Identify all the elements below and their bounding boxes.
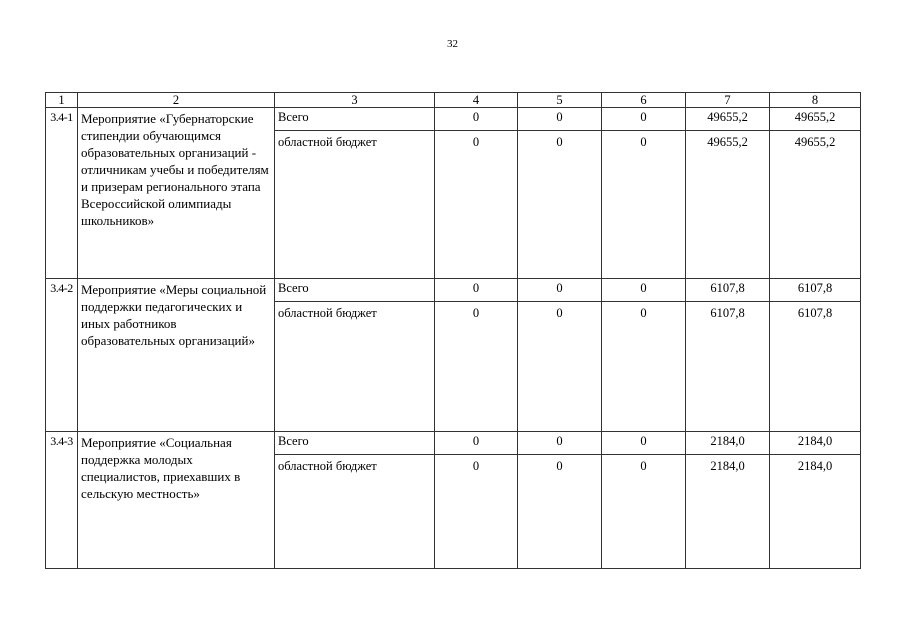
value-col-8: 49655,2 [770, 108, 861, 131]
value-col-4: 0 [435, 279, 518, 302]
value-col-4: 0 [435, 432, 518, 455]
page-number: 32 [447, 38, 458, 50]
header-cell-3: 3 [275, 93, 435, 108]
funding-source: Всего [275, 432, 435, 455]
row-code: 3.4-2 [46, 279, 78, 432]
funding-source: областной бюджет [275, 455, 435, 569]
value-col-6: 0 [602, 455, 686, 569]
row-name: Мероприятие «Меры социальной поддержки педагогических и иных работников образовательных организаций» [78, 279, 275, 432]
row-name: Мероприятие «Губернаторские стипендии обучающимся образовательных организаций - отличникам учебы и победителям и призерам регионального этапа Всероссийской олимпиады школьников» [78, 108, 275, 279]
row-code: 3.4-3 [46, 432, 78, 569]
header-cell-7: 7 [686, 93, 770, 108]
row-code: 3.4-1 [46, 108, 78, 279]
funding-source: Всего [275, 108, 435, 131]
header-cell-8: 8 [770, 93, 861, 108]
value-col-7: 49655,2 [686, 131, 770, 279]
budget-table [45, 92, 861, 569]
value-col-6: 0 [602, 432, 686, 455]
funding-source: Всего [275, 279, 435, 302]
value-col-7: 2184,0 [686, 432, 770, 455]
table-row [46, 432, 861, 455]
value-col-5: 0 [518, 302, 602, 432]
funding-source: областной бюджет [275, 131, 435, 279]
header-cell-6: 6 [602, 93, 686, 108]
value-col-7: 6107,8 [686, 279, 770, 302]
value-col-7: 49655,2 [686, 108, 770, 131]
header-cell-4: 4 [435, 93, 518, 108]
value-col-6: 0 [602, 302, 686, 432]
value-col-5: 0 [518, 279, 602, 302]
header-cell-2: 2 [78, 93, 275, 108]
value-col-5: 0 [518, 131, 602, 279]
value-col-5: 0 [518, 455, 602, 569]
table-row [46, 279, 861, 302]
value-col-7: 2184,0 [686, 455, 770, 569]
value-col-5: 0 [518, 432, 602, 455]
funding-source: областной бюджет [275, 302, 435, 432]
header-row [46, 93, 861, 108]
value-col-8: 2184,0 [770, 455, 861, 569]
row-name: Мероприятие «Социальная поддержка молодых специалистов, приехавших в сельскую местность» [78, 432, 275, 569]
value-col-7: 6107,8 [686, 302, 770, 432]
value-col-6: 0 [602, 108, 686, 131]
value-col-6: 0 [602, 279, 686, 302]
value-col-4: 0 [435, 455, 518, 569]
value-col-4: 0 [435, 302, 518, 432]
value-col-5: 0 [518, 108, 602, 131]
value-col-8: 6107,8 [770, 279, 861, 302]
value-col-8: 2184,0 [770, 432, 861, 455]
header-cell-1: 1 [46, 93, 78, 108]
value-col-8: 49655,2 [770, 131, 861, 279]
table-row [46, 108, 861, 131]
value-col-4: 0 [435, 131, 518, 279]
value-col-6: 0 [602, 131, 686, 279]
value-col-8: 6107,8 [770, 302, 861, 432]
value-col-4: 0 [435, 108, 518, 131]
header-cell-5: 5 [518, 93, 602, 108]
